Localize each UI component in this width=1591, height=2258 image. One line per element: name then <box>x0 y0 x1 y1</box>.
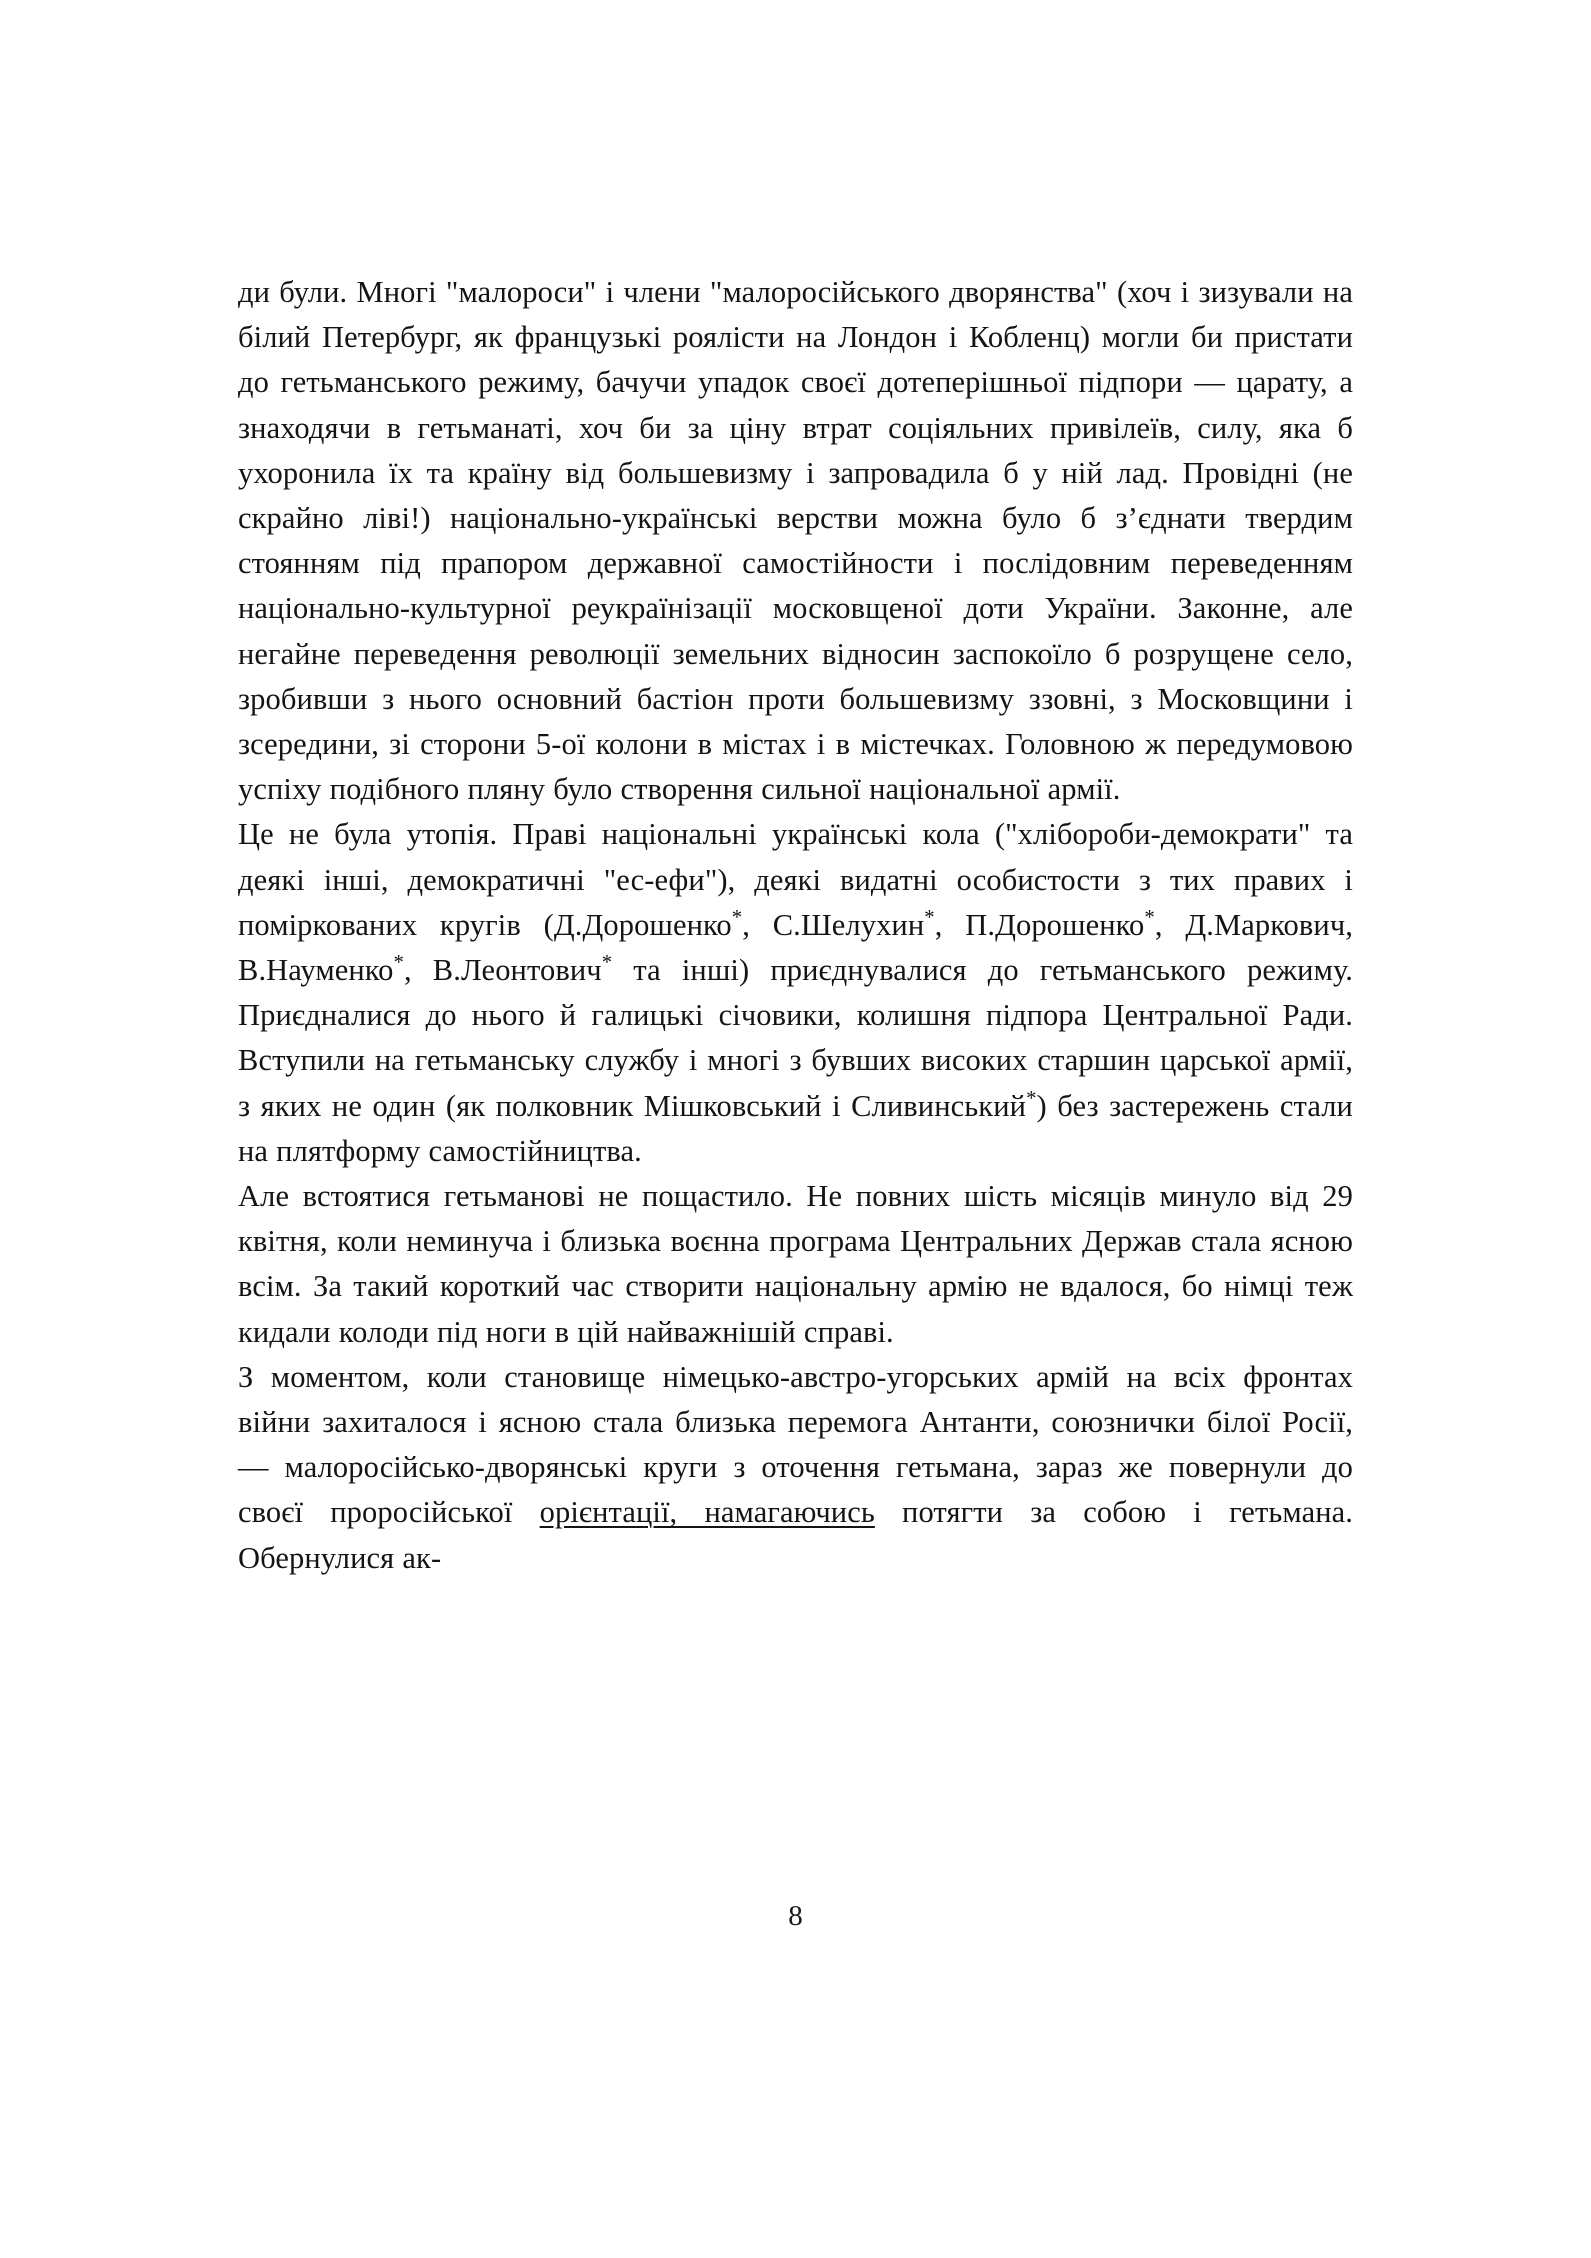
footnote-marker: * <box>1144 906 1155 929</box>
footnote-marker: * <box>393 951 404 974</box>
footnote-marker: * <box>924 906 935 929</box>
footnote-marker: * <box>601 951 613 974</box>
paragraph-1: ди були. Многі "малороси" і члени "малоросійського дворянства" (хоч і зизували на білий Петербург, як французькі роялісти на Лондон і Кобленц) могли би пристати до гетьманського режиму, бачучи упадок своєї дотеперішньої підпори — царату, а знаходячи в гетьманаті, хоч би за ціну втрат соціяльних привілеїв, силу, яка б ухоронила їх та країну від большевизму і запровадила б у ній лад. Провідні (не скрайно ліві!) національно-українські верстви можна було б з’єднати твердим стоянням під прапором державної самостійности і послідовним переведенням національно-культурної реукраїнізації московщеної доти України. Законне, але негайне переведення революції земельних відносин заспокоїло б розрущене село, зробивши з нього основний бастіон проти большевизму ззовні, з Московщини і зсередини, зі сторони 5-ої колони в містах і в містечках. Головною ж передумовою успіху подібного пляну було створення сильної національної армії. <box>238 275 1353 807</box>
underlined-phrase: орієнтації, намагаючись <box>539 1495 875 1530</box>
footnote-marker: * <box>731 906 743 929</box>
paragraph-3: Але встоятися гетьманові не пощастило. Не повних шість місяців минуло від 29 квітня, коли неминуча і близька воєнна програма Центральних Держав стала ясною всім. За такий короткий час створити національну армію не вдалося, бо німці теж кидали колоди під ноги в цій найважнішій справі. <box>238 1179 1353 1349</box>
paragraph-4: З моментом, коли становище німецько-австро-угорських армій на всіх фронтах війни захиталося і ясною стала близька перемога Антанти, союзнички білої Росії, — малоросійсько-дворянські круги з оточення гетьмана, зараз же повернули до своєї проросійської орієнтації, намагаючись потягти за собою і гетьмана. Обернулися ак- <box>238 1359 1353 1575</box>
page-number: 8 <box>788 1900 803 1932</box>
paragraph-2: Це не була утопія. Праві національні українські кола ("хлібороби-демократи" та деякі інші, демократичні "ес-ефи"), деякі видатні особистости з тих правих і поміркованих кругів (Д.Дорошенко*, С.Шелухин*, П.Дорошенко*, Д.Маркович, В.Науменко*, В.Леонтович* та інші) приєднувалися до гетьманського режиму. Приєдналися до нього й галицькі січовики, колишня підпора Центральної Ради. Вступили на гетьманську службу і многі з бувших високих старшин царської армії, з яких не один (як полковник Мішковський і Сливинський*) без застережень стали на плятформу самостійництва. <box>238 817 1354 1168</box>
body-text <box>238 270 1353 1581</box>
footnote-marker: * <box>1026 1087 1037 1110</box>
